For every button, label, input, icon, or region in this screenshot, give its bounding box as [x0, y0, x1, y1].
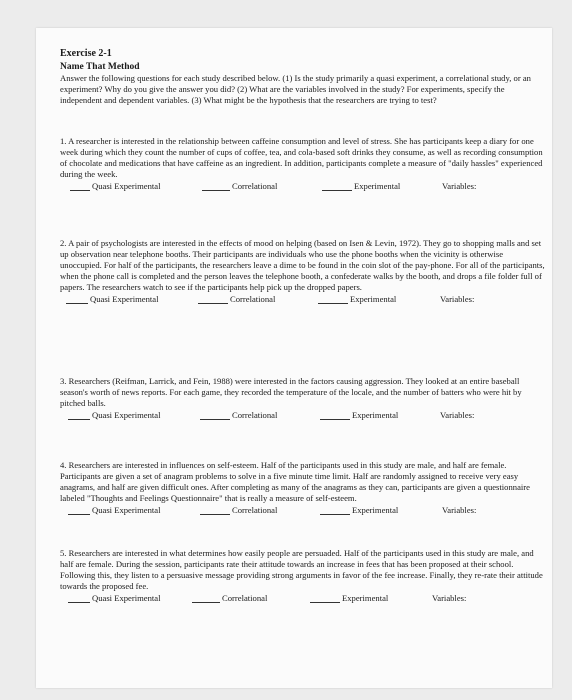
worksheet-page — [36, 28, 552, 688]
variables-label: Variables: — [440, 410, 475, 420]
correlational-option[interactable]: Correlational — [202, 181, 277, 191]
question-text: 1. A researcher is interested in the relationship between caffeine consumption and level of stress. She has participants keep a diary for one week during which they count the number of cups of coffee, tea, and cola-based soft drinks they consume, as well as recording consumption of chocolate and medications that have caffeine as an ingredient. In addition, participants complete a measure of "daily hassles" experienced during the week. — [60, 136, 543, 179]
question-2 — [60, 238, 546, 306]
exercise-subtitle: Name That Method — [60, 62, 140, 72]
variables-label: Variables: — [442, 505, 477, 515]
question-3 — [60, 376, 546, 422]
experimental-option[interactable]: Experimental — [322, 181, 400, 191]
experimental-option[interactable]: Experimental — [320, 505, 398, 515]
exercise-instructions: Answer the following questions for each study described below. (1) Is the study primarily a quasi experiment, a correlational study, or an experiment? Why do you give the answer you did? (2) What are the variables involved in the study? For experiments, specify the independent and dependent variables. (3) What might be the hypothesis that the researchers are trying to test? — [60, 73, 531, 105]
question-text: 3. Researchers (Reifman, Larrick, and Fein, 1988) were interested in the factors causing aggression. They looked at an entire baseball season's worth of news reports. For each game, they recorded the temperature of the locale, and the number of batters who were hit by pitched balls. — [60, 376, 522, 408]
correlational-option[interactable]: Correlational — [200, 505, 277, 515]
experimental-option[interactable]: Experimental — [318, 294, 396, 304]
quasi-experimental-option[interactable]: Quasi Experimental — [68, 593, 161, 603]
variables-label: Variables: — [432, 593, 467, 603]
answer-choices — [60, 410, 546, 422]
correlational-option[interactable]: Correlational — [200, 410, 277, 420]
quasi-experimental-option[interactable]: Quasi Experimental — [68, 505, 161, 515]
quasi-experimental-option[interactable]: Quasi Experimental — [68, 410, 161, 420]
answer-choices — [60, 181, 546, 193]
experimental-option[interactable]: Experimental — [320, 410, 398, 420]
experimental-option[interactable]: Experimental — [310, 593, 388, 603]
variables-label: Variables: — [440, 294, 475, 304]
quasi-experimental-option[interactable]: Quasi Experimental — [66, 294, 159, 304]
variables-label: Variables: — [442, 181, 477, 191]
answer-choices — [60, 294, 546, 306]
answer-choices — [60, 593, 546, 605]
question-text: 5. Researchers are interested in what determines how easily people are persuaded. Half of the participants used in this study are male, and half are female. During the session, participants rate their attitude towards an increase in fees that has been proposed at their school. Following this, they listen to a persuasive message providing strong arguments in favor of the fee increase. Finally, they re-rate their attitude towards the proposed fee. — [60, 548, 543, 591]
question-text: 4. Researchers are interested in influences on self-esteem. Half of the participants used in this study are male, and half are female. Participants are given a set of anagram problems to solve in a five minute time limit. Half are randomly assigned to receive very easy anagrams, and half are given difficult ones. After completing as many of the anagrams as they can, participants are given a questionnaire labeled "Thoughts and Feelings Questionnaire" that is really a measure of self-esteem. — [60, 460, 530, 503]
exercise-title: Exercise 2-1 — [60, 48, 112, 59]
quasi-experimental-option[interactable]: Quasi Experimental — [70, 181, 161, 191]
correlational-option[interactable]: Correlational — [198, 294, 275, 304]
question-4 — [60, 460, 546, 517]
exercise-header — [60, 48, 546, 106]
question-5 — [60, 548, 546, 605]
correlational-option[interactable]: Correlational — [192, 593, 267, 603]
answer-choices — [60, 505, 546, 517]
question-1 — [60, 136, 546, 193]
question-text: 2. A pair of psychologists are interested in the effects of mood on helping (based on Isen & Levin, 1972). They go to shopping malls and set up observation near telephone booths. Their participants are individuals who use the phone booths when the vicinity is otherwise unoccupied. For half of the participants, the researchers leave a dime to be found in the coin slot of the pay-phone. For all of the participants, when the phone call is completed and the person leaves the telephone booth, a confederate walks by the booth, and drops a file folder full of papers. The researchers watch to see if the participants help pick up the dropped papers. — [60, 238, 545, 292]
